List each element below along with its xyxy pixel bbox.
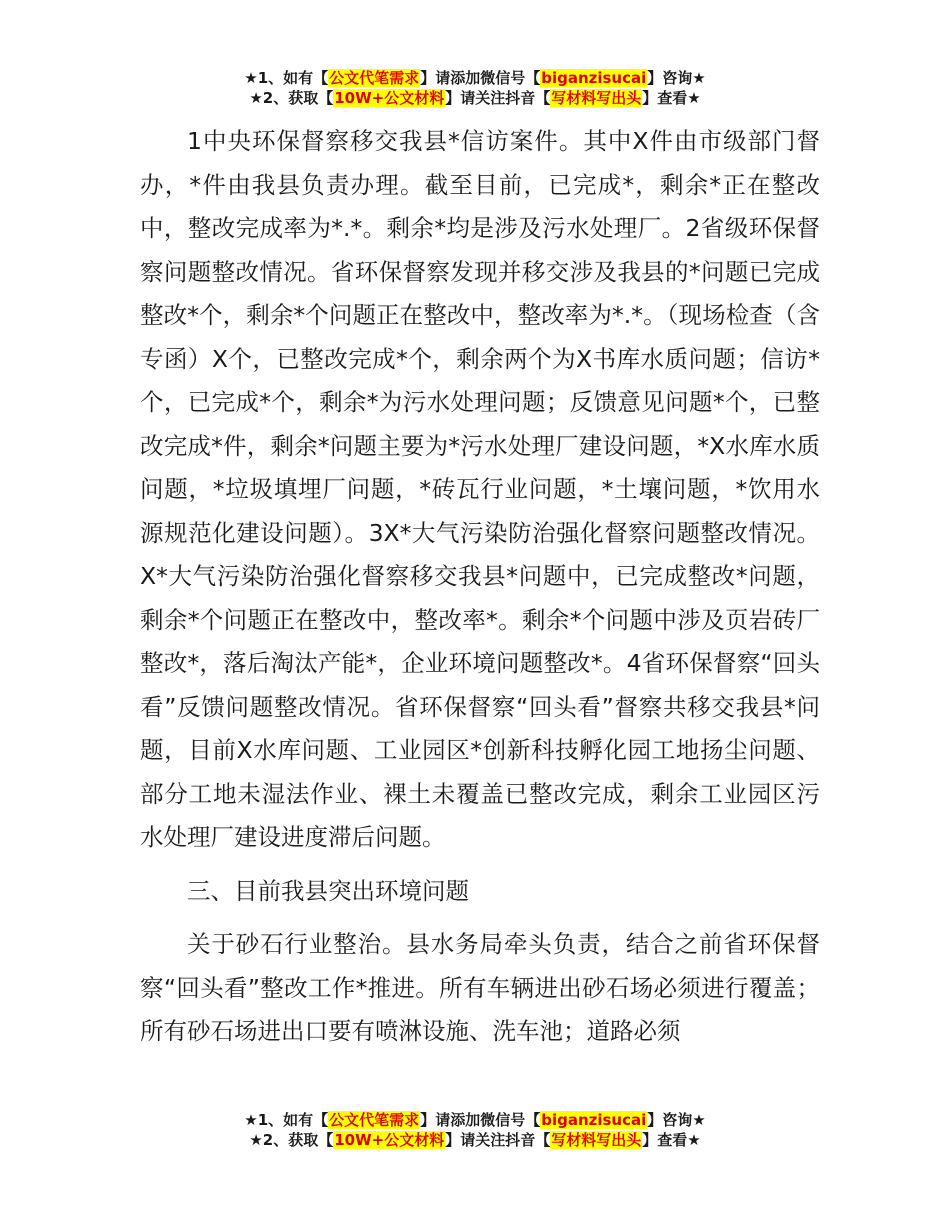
banner-text: 】请关注抖音【 — [445, 89, 551, 107]
section-heading: 三、目前我县突出环境问题 — [187, 876, 469, 905]
highlight-text: 公文代笔需求 — [329, 1111, 420, 1129]
body-paragraph: 1中央环保督察移交我县*信访案件。其中X件由市级部门督办，*件由我县负责办理。截至目前，已完成*，剩余*正在整改中，整改完成率为*.*。剩余*均是涉及污水处理厂。2省级环保督察问题整改情况。省环保督察发现并移交涉及我县的*问题已完成整改*个，剩余*个问题正在整改中，整改率为*.*。（现场检查（含专函）X个，已整改完成*个，剩余两个为X书库水质问题；信访*个，已完成*个，剩余*为污水处理问题；反馈意见问题*个，已整改完成*件，剩余*问题主要为*污水处理厂建设问题，*X水库水质问题，*垃圾填埋厂问题，*砖瓦行业问题，*土壤问题，*饮用水源规范化建设问题）。3X*大气污染防治强化督察问题整改情况。X*大气污染防治强化督察移交我县*问题中，已完成整改*问题，剩余*个问题正在整改中，整改率*。剩余*个问题中涉及页岩砖厂整改*，落后淘汰产能*，企业环境问题整改*。4省环保督察“回头看”反馈问题整改情况。省环保督察“回头看”督察共移交我县*问题，目前X水库问题、工业园区*创新科技孵化园工地扬尘问题、部分工地未湿法作业、裸土未覆盖已整改完成，剩余工业园区污水处理厂建设进度滞后问题。 — [140, 127, 820, 851]
highlight-text: biganzisucai — [541, 1111, 647, 1129]
highlight-text: 写材料写出头 — [551, 1131, 642, 1149]
banner-text: 】咨询★ — [647, 69, 706, 87]
highlight-text: 10W+公文材料 — [334, 1131, 445, 1149]
highlight-text: 公文代笔需求 — [329, 69, 420, 87]
banner-line-2 — [0, 1130, 950, 1150]
banner-text: 】请关注抖音【 — [445, 1131, 551, 1149]
banner-text: 】请添加微信号【 — [420, 1111, 541, 1129]
banner-text: ★2、获取【 — [249, 1131, 334, 1149]
banner-text: 】查看★ — [642, 89, 701, 107]
banner-line-2 — [0, 88, 950, 108]
banner-text: 】查看★ — [642, 1131, 701, 1149]
banner-line-1 — [0, 68, 950, 88]
banner-text: ★1、如有【 — [244, 1111, 329, 1129]
footer-banner — [0, 1110, 950, 1150]
banner-text: ★1、如有【 — [244, 69, 329, 87]
highlight-text: 写材料写出头 — [551, 89, 642, 107]
banner-text: 】咨询★ — [647, 1111, 706, 1129]
header-banner — [0, 68, 950, 108]
highlight-text: biganzisucai — [541, 69, 647, 87]
banner-text: 】请添加微信号【 — [420, 69, 541, 87]
banner-text: ★2、获取【 — [249, 89, 334, 107]
document-body — [140, 120, 820, 1054]
banner-line-1 — [0, 1110, 950, 1130]
highlight-text: 10W+公文材料 — [334, 89, 445, 107]
body-paragraph: 关于砂石行业整治。县水务局牵头负责，结合之前省环保督察“回头看”整改工作*推进。所有车辆进出砂石场必须进行覆盖；所有砂石场进出口要有喷淋设施、洗车池；道路必须 — [140, 930, 820, 1045]
